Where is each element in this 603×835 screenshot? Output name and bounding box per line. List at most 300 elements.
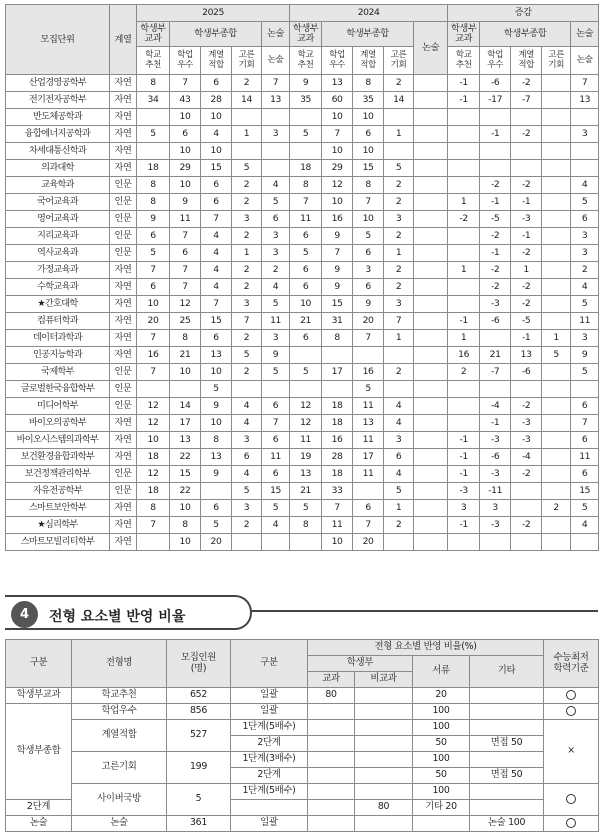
t2-suneung: [544, 704, 599, 720]
header-2024: 2024: [290, 5, 448, 22]
table-row: [6, 330, 599, 347]
header-hakgyo-2024: 학생부 교과: [290, 22, 322, 47]
value-cell: 4: [384, 415, 414, 432]
value-cell: [414, 109, 448, 126]
table-row: [6, 720, 599, 736]
header-category: 계열: [110, 5, 137, 75]
value-cell: 2: [232, 75, 262, 92]
t2-header-suneung: 수능최저 학력기준: [544, 640, 599, 688]
category-cell: 자연: [110, 126, 137, 143]
subheader-cell: 고른 기회: [232, 47, 262, 75]
value-cell: [414, 92, 448, 109]
value-cell: 14: [170, 398, 201, 415]
value-cell: 7: [137, 517, 170, 534]
value-cell: [414, 228, 448, 245]
unit-name: 스마트모빌리티학부: [6, 534, 110, 551]
value-cell: -2: [480, 228, 511, 245]
value-cell: 7: [290, 194, 322, 211]
t2-name: 계열적합: [72, 720, 167, 752]
t2-gubun: 학생부교과: [6, 688, 72, 704]
table-row: [6, 347, 599, 364]
value-cell: 9: [322, 262, 353, 279]
value-cell: 5: [353, 228, 384, 245]
value-cell: [232, 381, 262, 398]
value-cell: [448, 415, 480, 432]
value-cell: 2: [232, 228, 262, 245]
category-cell: 자연: [110, 279, 137, 296]
unit-name: 보건정책관리학부: [6, 466, 110, 483]
value-cell: [448, 228, 480, 245]
value-cell: [414, 279, 448, 296]
value-cell: [384, 347, 414, 364]
table-row: [6, 449, 599, 466]
value-cell: 6: [290, 330, 322, 347]
value-cell: 11: [353, 432, 384, 449]
value-cell: 20: [137, 313, 170, 330]
value-cell: 33: [322, 483, 353, 500]
subheader-cell: 계열 적합: [511, 47, 542, 75]
value-cell: 6: [571, 432, 599, 449]
value-cell: [542, 534, 571, 551]
unit-name: 바이오시스템의과학부: [6, 432, 110, 449]
value-cell: 7: [322, 126, 353, 143]
unit-name: 바이오의공학부: [6, 415, 110, 432]
value-cell: [542, 364, 571, 381]
value-cell: 21: [290, 483, 322, 500]
category-cell: 자연: [110, 517, 137, 534]
table-row: [6, 784, 599, 800]
table-row: [6, 483, 599, 500]
value-cell: [448, 279, 480, 296]
header-jonghap-2024: 학생부종합: [322, 22, 414, 47]
value-cell: 1: [448, 330, 480, 347]
value-cell: 4: [201, 279, 232, 296]
t2-bigyogwa: [308, 800, 355, 816]
table-row: [6, 279, 599, 296]
value-cell: 3: [571, 228, 599, 245]
value-cell: 35: [290, 92, 322, 109]
value-cell: 6: [290, 279, 322, 296]
value-cell: 9: [290, 75, 322, 92]
t2-header-gyogwa: 교과: [308, 672, 355, 688]
value-cell: -7: [480, 364, 511, 381]
value-cell: 16: [448, 347, 480, 364]
value-cell: 4: [201, 245, 232, 262]
t2-bigyogwa: [355, 784, 413, 800]
category-cell: 인문: [110, 194, 137, 211]
value-cell: [571, 109, 599, 126]
value-cell: 2: [262, 262, 290, 279]
value-cell: 5: [571, 364, 599, 381]
value-cell: [384, 143, 414, 160]
value-cell: [511, 160, 542, 177]
t2-etc: [470, 688, 544, 704]
category-cell: 인문: [110, 381, 137, 398]
value-cell: -5: [480, 211, 511, 228]
value-cell: 5: [262, 364, 290, 381]
subheader-cell: 고른 기회: [384, 47, 414, 75]
value-cell: [511, 381, 542, 398]
value-cell: -1: [448, 313, 480, 330]
value-cell: 10: [201, 415, 232, 432]
value-cell: [448, 109, 480, 126]
unit-name: 스마트보안학부: [6, 500, 110, 517]
value-cell: 9: [170, 194, 201, 211]
t2-stage: 2단계: [231, 736, 308, 752]
value-cell: [542, 126, 571, 143]
t2-gyogwa: [308, 768, 355, 784]
category-cell: 자연: [110, 347, 137, 364]
t2-quota: 5: [167, 784, 231, 816]
table-row: [6, 432, 599, 449]
value-cell: [480, 534, 511, 551]
value-cell: 9: [571, 347, 599, 364]
value-cell: [542, 449, 571, 466]
value-cell: 14: [384, 92, 414, 109]
t2-gubun: 논술: [6, 816, 72, 832]
value-cell: [290, 347, 322, 364]
value-cell: 8: [290, 517, 322, 534]
category-cell: 자연: [110, 160, 137, 177]
value-cell: [571, 381, 599, 398]
value-cell: -2: [511, 398, 542, 415]
value-cell: 3: [571, 330, 599, 347]
value-cell: 3: [571, 126, 599, 143]
section-title: 전형 요소별 반영 비율: [49, 609, 186, 625]
value-cell: 7: [262, 415, 290, 432]
t2-quota: 199: [167, 752, 231, 784]
value-cell: -3: [480, 432, 511, 449]
subheader-cell: 논술: [571, 47, 599, 75]
category-cell: 자연: [110, 449, 137, 466]
value-cell: -1: [448, 517, 480, 534]
value-cell: [448, 143, 480, 160]
value-cell: [448, 126, 480, 143]
value-cell: -4: [511, 449, 542, 466]
value-cell: [170, 381, 201, 398]
value-cell: 2: [384, 364, 414, 381]
value-cell: 10: [170, 109, 201, 126]
value-cell: [448, 296, 480, 313]
value-cell: 7: [353, 517, 384, 534]
value-cell: 18: [322, 415, 353, 432]
value-cell: 6: [201, 75, 232, 92]
value-cell: 10: [201, 364, 232, 381]
value-cell: -1: [511, 194, 542, 211]
value-cell: 1: [232, 245, 262, 262]
t2-quota: 361: [167, 816, 231, 832]
circle-icon: [566, 690, 576, 700]
value-cell: [414, 364, 448, 381]
value-cell: [542, 177, 571, 194]
t2-name: 학교추천: [72, 688, 167, 704]
value-cell: 3: [262, 330, 290, 347]
value-cell: [448, 381, 480, 398]
category-cell: 자연: [110, 330, 137, 347]
table-row: [6, 194, 599, 211]
value-cell: 11: [571, 449, 599, 466]
value-cell: [542, 483, 571, 500]
value-cell: -1: [448, 75, 480, 92]
table-row: [6, 364, 599, 381]
value-cell: -3: [448, 483, 480, 500]
value-cell: [414, 330, 448, 347]
value-cell: 2: [232, 194, 262, 211]
value-cell: [137, 109, 170, 126]
value-cell: 10: [322, 534, 353, 551]
value-cell: [262, 381, 290, 398]
value-cell: 6: [232, 449, 262, 466]
value-cell: [571, 534, 599, 551]
value-cell: 2: [232, 262, 262, 279]
value-cell: 5: [571, 194, 599, 211]
category-cell: 자연: [110, 75, 137, 92]
t2-header-ratio: 전형 요소별 반영 비율(%): [308, 640, 544, 656]
value-cell: [414, 245, 448, 262]
t2-quota: 856: [167, 704, 231, 720]
value-cell: 11: [353, 466, 384, 483]
value-cell: 5: [201, 381, 232, 398]
value-cell: 22: [170, 483, 201, 500]
unit-name: 교육학과: [6, 177, 110, 194]
value-cell: 6: [353, 245, 384, 262]
value-cell: [232, 109, 262, 126]
value-cell: 6: [571, 466, 599, 483]
value-cell: 5: [353, 381, 384, 398]
value-cell: -2: [480, 262, 511, 279]
value-cell: -2: [511, 245, 542, 262]
t2-stage: 2단계: [231, 768, 308, 784]
table-row: [6, 211, 599, 228]
t2-etc: 기타 20: [413, 800, 470, 816]
value-cell: 16: [322, 432, 353, 449]
t2-suneung: [544, 688, 599, 704]
value-cell: 8: [290, 177, 322, 194]
value-cell: 2: [448, 364, 480, 381]
table-row: [6, 704, 599, 720]
circle-icon: [566, 818, 576, 828]
value-cell: 25: [170, 313, 201, 330]
value-cell: 18: [290, 160, 322, 177]
value-cell: 13: [571, 92, 599, 109]
value-cell: 60: [322, 92, 353, 109]
t2-name: 논술: [72, 816, 167, 832]
header-change: 증감: [448, 5, 599, 22]
value-cell: 2: [384, 228, 414, 245]
value-cell: 3: [232, 296, 262, 313]
value-cell: 3: [262, 126, 290, 143]
value-cell: 4: [262, 279, 290, 296]
value-cell: 10: [137, 432, 170, 449]
value-cell: [542, 92, 571, 109]
value-cell: 2: [571, 262, 599, 279]
unit-name: 가정교육과: [6, 262, 110, 279]
unit-name: 글로벌한국융합학부: [6, 381, 110, 398]
value-cell: [542, 109, 571, 126]
value-cell: 2: [384, 177, 414, 194]
header-hakgyo-2025: 학생부 교과: [137, 22, 170, 47]
t2-header-stage: 구분: [231, 640, 308, 688]
value-cell: [137, 381, 170, 398]
value-cell: -7: [511, 92, 542, 109]
value-cell: 2: [232, 177, 262, 194]
value-cell: 13: [290, 466, 322, 483]
value-cell: 3: [262, 228, 290, 245]
value-cell: 20: [353, 534, 384, 551]
table-row: [6, 816, 599, 832]
value-cell: [511, 534, 542, 551]
table-row: [6, 245, 599, 262]
unit-name: ★간호대학: [6, 296, 110, 313]
value-cell: 1: [384, 330, 414, 347]
admissions-quota-table: [5, 4, 599, 551]
t2-stage: 일괄: [231, 688, 308, 704]
value-cell: 5: [232, 347, 262, 364]
value-cell: 10: [201, 109, 232, 126]
value-cell: 15: [353, 160, 384, 177]
category-cell: 자연: [110, 415, 137, 432]
value-cell: -2: [511, 177, 542, 194]
value-cell: -1: [448, 432, 480, 449]
value-cell: 6: [290, 262, 322, 279]
value-cell: 5: [262, 500, 290, 517]
t2-etc: 면접 50: [470, 736, 544, 752]
value-cell: 11: [290, 432, 322, 449]
t2-header-seoryu: 서류: [413, 656, 470, 688]
value-cell: 18: [322, 398, 353, 415]
value-cell: 6: [201, 330, 232, 347]
value-cell: 8: [137, 177, 170, 194]
value-cell: 13: [201, 449, 232, 466]
value-cell: 6: [571, 211, 599, 228]
unit-name: 국제학부: [6, 364, 110, 381]
value-cell: -2: [511, 279, 542, 296]
value-cell: -1: [448, 449, 480, 466]
value-cell: [542, 160, 571, 177]
value-cell: 43: [170, 92, 201, 109]
category-cell: 자연: [110, 143, 137, 160]
value-cell: 10: [170, 364, 201, 381]
value-cell: [414, 126, 448, 143]
value-cell: 6: [571, 398, 599, 415]
value-cell: 12: [137, 398, 170, 415]
value-cell: 21: [170, 347, 201, 364]
value-cell: 3: [384, 432, 414, 449]
value-cell: 6: [262, 466, 290, 483]
value-cell: 10: [137, 296, 170, 313]
table-row: [6, 75, 599, 92]
value-cell: [137, 534, 170, 551]
value-cell: [448, 177, 480, 194]
value-cell: 5: [290, 364, 322, 381]
value-cell: 9: [201, 398, 232, 415]
value-cell: [542, 415, 571, 432]
value-cell: [414, 75, 448, 92]
t2-gyogwa: [231, 800, 308, 816]
value-cell: 9: [322, 279, 353, 296]
value-cell: [414, 296, 448, 313]
value-cell: 3: [480, 500, 511, 517]
value-cell: 6: [170, 245, 201, 262]
value-cell: 16: [353, 364, 384, 381]
value-cell: [480, 381, 511, 398]
unit-name: 지리교육과: [6, 228, 110, 245]
value-cell: 14: [232, 92, 262, 109]
value-cell: [384, 534, 414, 551]
value-cell: [290, 143, 322, 160]
t2-seoryu: 100: [413, 752, 470, 768]
value-cell: 11: [353, 398, 384, 415]
t2-gyogwa: [308, 704, 355, 720]
t2-header-name: 전형명: [72, 640, 167, 688]
value-cell: [201, 483, 232, 500]
t2-stage: 일괄: [231, 704, 308, 720]
value-cell: 5: [290, 245, 322, 262]
value-cell: 7: [262, 75, 290, 92]
value-cell: -3: [511, 415, 542, 432]
value-cell: 35: [353, 92, 384, 109]
value-cell: 6: [353, 279, 384, 296]
value-cell: [542, 228, 571, 245]
value-cell: 10: [353, 143, 384, 160]
value-cell: 15: [201, 160, 232, 177]
value-cell: [414, 534, 448, 551]
value-cell: [448, 245, 480, 262]
value-cell: 1: [384, 126, 414, 143]
value-cell: -2: [480, 177, 511, 194]
value-cell: 6: [353, 126, 384, 143]
value-cell: [542, 398, 571, 415]
subheader-cell: 학업 우수: [322, 47, 353, 75]
unit-name: 반도체공학과: [6, 109, 110, 126]
value-cell: 8: [137, 500, 170, 517]
value-cell: [542, 296, 571, 313]
value-cell: -6: [480, 313, 511, 330]
t2-quota: 652: [167, 688, 231, 704]
value-cell: [542, 143, 571, 160]
table-row: [6, 313, 599, 330]
value-cell: 5: [232, 160, 262, 177]
value-cell: [414, 517, 448, 534]
value-cell: [448, 160, 480, 177]
value-cell: 21: [290, 313, 322, 330]
value-cell: [542, 211, 571, 228]
table-row: [6, 398, 599, 415]
value-cell: [414, 177, 448, 194]
value-cell: [511, 500, 542, 517]
value-cell: 6: [262, 432, 290, 449]
value-cell: 7: [137, 364, 170, 381]
value-cell: 2: [232, 517, 262, 534]
t2-seoryu: [413, 816, 470, 832]
value-cell: 20: [201, 534, 232, 551]
unit-name: 산업경영공학부: [6, 75, 110, 92]
value-cell: 4: [571, 177, 599, 194]
t2-etc: 논술 100: [470, 816, 544, 832]
table-row: [6, 143, 599, 160]
unit-name: 자유전공학부: [6, 483, 110, 500]
value-cell: -1: [480, 415, 511, 432]
value-cell: 15: [201, 313, 232, 330]
value-cell: -2: [511, 466, 542, 483]
value-cell: 1: [542, 330, 571, 347]
value-cell: 1: [448, 262, 480, 279]
table-row: [6, 92, 599, 109]
t2-etc: [470, 704, 544, 720]
t2-gubun: 학생부종합: [6, 704, 72, 800]
value-cell: 3: [384, 296, 414, 313]
t2-header-quota: 모집인원 (명): [167, 640, 231, 688]
